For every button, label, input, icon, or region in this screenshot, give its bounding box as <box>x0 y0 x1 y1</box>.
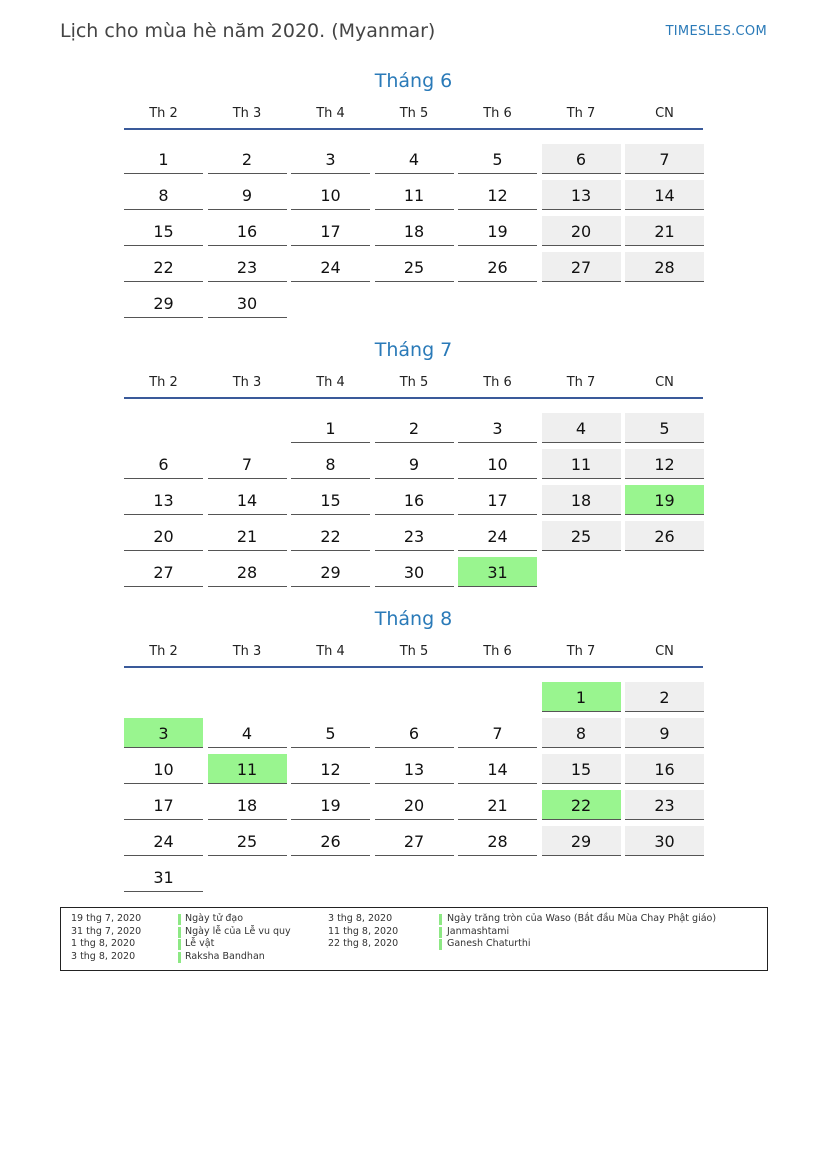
day-cell: 26 <box>291 826 370 856</box>
day-cell: 18 <box>542 485 621 515</box>
legend-date: 22 thg 8, 2020 <box>328 938 399 950</box>
day-cell: 28 <box>208 557 287 587</box>
legend-item <box>328 913 758 925</box>
weekday-label: Th 4 <box>316 644 345 659</box>
day-cell: 7 <box>458 718 537 748</box>
day-cell: 4 <box>542 413 621 443</box>
weekday-header <box>124 106 703 130</box>
weekday-label: Th 3 <box>232 106 262 121</box>
day-cell: 28 <box>458 826 537 856</box>
day-cell: 16 <box>625 754 704 784</box>
day-cell: 30 <box>375 557 454 587</box>
holiday-day-cell: 22 <box>542 790 621 820</box>
weekday-label: Th 5 <box>399 375 429 390</box>
day-cell: 19 <box>458 216 537 246</box>
weekday-header <box>124 644 703 668</box>
day-cell: 21 <box>458 790 537 820</box>
holiday-legend <box>60 907 768 971</box>
day-cell: 27 <box>124 557 203 587</box>
day-cell: 11 <box>375 180 454 210</box>
day-cell: 2 <box>625 682 704 712</box>
weekday-label: Th 4 <box>316 375 345 390</box>
day-cell: 14 <box>625 180 704 210</box>
day-cell: 6 <box>124 449 203 479</box>
day-cell: 14 <box>458 754 537 784</box>
day-cell: 28 <box>625 252 704 282</box>
day-cell: 31 <box>124 862 203 892</box>
day-cell: 18 <box>208 790 287 820</box>
day-cell: 12 <box>458 180 537 210</box>
legend-date: 3 thg 8, 2020 <box>71 951 136 963</box>
weekday-label: Th 6 <box>483 106 512 121</box>
weekday-label: Th 6 <box>483 375 512 390</box>
day-cell: 30 <box>208 288 287 318</box>
page-title: Lịch cho mùa hè năm 2020. (Myanmar) <box>60 20 436 42</box>
weekday-label: Th 4 <box>316 106 345 121</box>
day-cell: 15 <box>291 485 370 515</box>
legend-date: 1 thg 8, 2020 <box>71 938 136 950</box>
day-cell: 8 <box>291 449 370 479</box>
weekday-label: Th 3 <box>232 375 262 390</box>
day-cell: 13 <box>542 180 621 210</box>
day-cell: 24 <box>291 252 370 282</box>
day-cell: 5 <box>458 144 537 174</box>
day-cell: 26 <box>458 252 537 282</box>
legend-item <box>71 951 501 963</box>
day-cell: 27 <box>542 252 621 282</box>
weekday-label: Th 5 <box>399 644 429 659</box>
day-cell: 21 <box>625 216 704 246</box>
month-title: Tháng 7 <box>374 339 453 361</box>
day-cell: 6 <box>375 718 454 748</box>
day-cell: 25 <box>208 826 287 856</box>
day-cell: 3 <box>458 413 537 443</box>
day-cell: 7 <box>625 144 704 174</box>
day-cell: 11 <box>542 449 621 479</box>
day-cell: 23 <box>208 252 287 282</box>
weekday-label: Th 7 <box>566 644 596 659</box>
weekday-label: CN <box>655 644 674 659</box>
holiday-day-cell: 31 <box>458 557 537 587</box>
legend-holiday-name: Ngày lễ của Lễ vu quy <box>185 925 291 937</box>
day-cell: 5 <box>291 718 370 748</box>
day-cell: 16 <box>208 216 287 246</box>
legend-color-marker <box>178 952 181 963</box>
day-cell: 16 <box>375 485 454 515</box>
day-cell: 22 <box>124 252 203 282</box>
weekday-label: CN <box>655 375 674 390</box>
day-cell: 23 <box>625 790 704 820</box>
day-cell: 6 <box>542 144 621 174</box>
day-cell: 17 <box>458 485 537 515</box>
day-cell: 26 <box>625 521 704 551</box>
weekday-header <box>124 375 703 399</box>
weekday-label: Th 7 <box>566 106 596 121</box>
month-title: Tháng 6 <box>374 70 453 92</box>
weekday-label: Th 7 <box>566 375 596 390</box>
legend-date: 19 thg 7, 2020 <box>71 913 142 924</box>
legend-date: 11 thg 8, 2020 <box>328 925 399 937</box>
day-cell: 10 <box>291 180 370 210</box>
day-cell: 1 <box>291 413 370 443</box>
holiday-day-cell: 3 <box>124 718 203 748</box>
day-cell: 9 <box>375 449 454 479</box>
weekday-label: Th 5 <box>399 106 429 121</box>
legend-holiday-name: Lễ vật <box>185 938 215 950</box>
day-cell: 19 <box>291 790 370 820</box>
day-cell: 14 <box>208 485 287 515</box>
legend-item <box>328 926 758 938</box>
holiday-day-cell: 19 <box>625 485 704 515</box>
legend-holiday-name: Ngày trăng tròn của Waso (Bắt đầu Mùa Chay Phật giáo) <box>447 913 717 924</box>
day-cell: 12 <box>291 754 370 784</box>
day-cell: 1 <box>124 144 203 174</box>
holiday-day-cell: 11 <box>208 754 287 784</box>
weekday-label: CN <box>655 106 674 121</box>
day-cell: 15 <box>124 216 203 246</box>
day-cell: 13 <box>375 754 454 784</box>
legend-holiday-name: Ganesh Chaturthi <box>447 938 531 950</box>
day-cell: 20 <box>124 521 203 551</box>
day-cell: 24 <box>458 521 537 551</box>
day-cell: 12 <box>625 449 704 479</box>
day-cell: 30 <box>625 826 704 856</box>
legend-holiday-name: Raksha Bandhan <box>185 951 265 963</box>
day-cell: 24 <box>124 826 203 856</box>
day-cell: 9 <box>208 180 287 210</box>
weekday-label: Th 2 <box>149 375 178 390</box>
day-cell: 13 <box>124 485 203 515</box>
day-cell: 3 <box>291 144 370 174</box>
legend-date: 31 thg 7, 2020 <box>71 925 142 937</box>
day-cell: 25 <box>542 521 621 551</box>
day-cell: 10 <box>124 754 203 784</box>
day-cell: 22 <box>291 521 370 551</box>
legend-item <box>328 938 758 950</box>
month-title: Tháng 8 <box>374 608 453 630</box>
day-cell: 27 <box>375 826 454 856</box>
legend-color-marker <box>439 927 442 938</box>
day-cell: 2 <box>375 413 454 443</box>
holiday-day-cell: 1 <box>542 682 621 712</box>
weekday-label: Th 2 <box>149 106 178 121</box>
legend-color-marker <box>439 939 442 950</box>
legend-date: 3 thg 8, 2020 <box>328 913 393 924</box>
legend-holiday-name: Ngày tử đạo <box>185 913 244 924</box>
day-cell: 25 <box>375 252 454 282</box>
day-cell: 7 <box>208 449 287 479</box>
day-cell: 5 <box>625 413 704 443</box>
day-cell: 21 <box>208 521 287 551</box>
day-cell: 29 <box>291 557 370 587</box>
day-cell: 10 <box>458 449 537 479</box>
day-cell: 8 <box>124 180 203 210</box>
day-cell: 17 <box>291 216 370 246</box>
legend-color-marker <box>178 939 181 950</box>
weekday-label: Th 2 <box>149 644 178 659</box>
day-cell: 29 <box>542 826 621 856</box>
day-cell: 9 <box>625 718 704 748</box>
weekday-label: Th 3 <box>232 644 262 659</box>
site-link[interactable]: TIMESLES.COM <box>665 24 767 39</box>
day-cell: 17 <box>124 790 203 820</box>
day-cell: 23 <box>375 521 454 551</box>
day-cell: 20 <box>542 216 621 246</box>
legend-color-marker <box>439 914 442 925</box>
weekday-label: Th 6 <box>483 644 512 659</box>
day-cell: 18 <box>375 216 454 246</box>
day-cell: 4 <box>375 144 454 174</box>
day-cell: 29 <box>124 288 203 318</box>
day-cell: 4 <box>208 718 287 748</box>
day-cell: 2 <box>208 144 287 174</box>
legend-color-marker <box>178 914 181 925</box>
day-cell: 20 <box>375 790 454 820</box>
day-cell: 15 <box>542 754 621 784</box>
legend-holiday-name: Janmashtami <box>447 925 510 937</box>
day-cell: 8 <box>542 718 621 748</box>
legend-color-marker <box>178 927 181 938</box>
